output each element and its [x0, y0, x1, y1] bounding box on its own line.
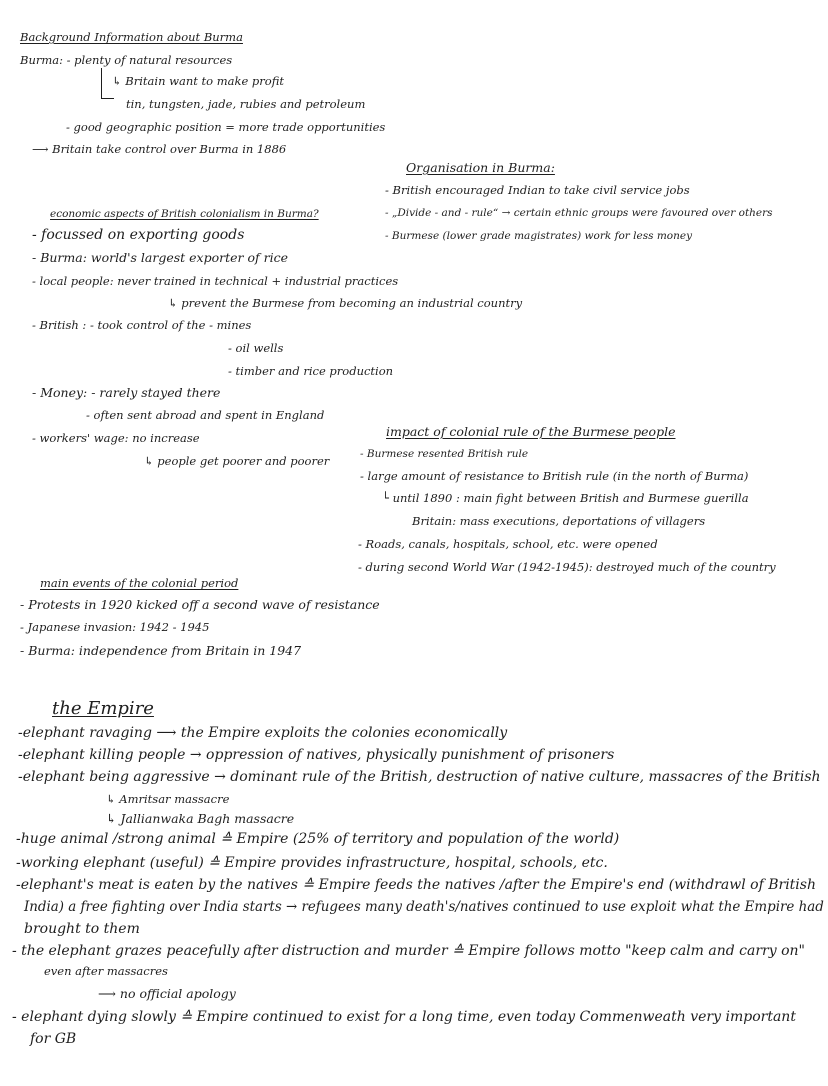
- note-line: - timber and rice production: [228, 364, 394, 378]
- note-line: - local people: never trained in technical + industrial practices: [32, 274, 399, 288]
- note-line: - Burmese (lower grade magistrates) work for less money: [385, 230, 693, 242]
- note-line: - Burma: independence from Britain in 1947: [20, 643, 302, 658]
- note-line: - good geographic position = more trade opportunities: [66, 120, 386, 134]
- note-line: - during second World War (1942-1945): destroyed much of the country: [358, 560, 776, 574]
- economic-heading: economic aspects of British colonialism in Burma?: [50, 208, 319, 220]
- note-line: - oil wells: [228, 341, 284, 355]
- note-line: - Protests in 1920 kicked off a second wave of resistance: [20, 597, 380, 612]
- note-line: for GB: [30, 1031, 77, 1047]
- background-heading: Background Information about Burma: [20, 30, 243, 44]
- note-line: ↳ people get poorer and poorer: [144, 454, 330, 468]
- note-line: -elephant killing people → oppression of natives, physically punishment of prisoners: [18, 747, 615, 763]
- empire-heading: the Empire: [52, 698, 154, 719]
- note-line: - Japanese invasion: 1942 - 1945: [20, 620, 210, 634]
- note-line: ↳ prevent the Burmese from becoming an industrial country: [168, 296, 523, 310]
- note-line: - often sent abroad and spent in England: [86, 408, 325, 422]
- note-line: -elephant being aggressive → dominant rule of the British, destruction of native culture, massacres of the British: [18, 769, 821, 785]
- note-line: - British : - took control of the - mines: [32, 318, 252, 332]
- note-line: - British encouraged Indian to take civil service jobs: [385, 183, 690, 197]
- note-line: ↳ Jallianwaka Bagh massacre: [106, 811, 295, 826]
- note-line: -elephant ravaging ⟶ the Empire exploits the colonies economically: [18, 725, 508, 741]
- note-line: India) a free fighting over India starts → refugees many death's/natives continued to use exploit what the Empire had: [24, 899, 824, 915]
- note-line: - Burmese resented British rule: [360, 448, 529, 460]
- organisation-heading: Organisation in Burma:: [406, 160, 555, 175]
- note-line: ⟶ Britain take control over Burma in 1886: [32, 142, 287, 156]
- impact-heading: impact of colonial rule of the Burmese people: [386, 424, 676, 439]
- note-line: ↳ Britain want to make profit: [112, 74, 284, 88]
- note-line: - focussed on exporting goods: [32, 227, 245, 243]
- note-line: Britain: mass executions, deportations of villagers: [412, 514, 706, 528]
- note-line: - workers' wage: no increase: [32, 431, 200, 445]
- note-line: - Money: - rarely stayed there: [32, 385, 221, 400]
- note-line: -working elephant (useful) ≙ Empire provides infrastructure, hospital, schools, etc.: [16, 855, 608, 871]
- note-line: Burma: - plenty of natural resources: [20, 53, 233, 67]
- note-line: - elephant dying slowly ≙ Empire continued to exist for a long time, even today Commenweath very important: [12, 1009, 796, 1025]
- note-line: tin, tungsten, jade, rubies and petroleum: [126, 97, 366, 111]
- note-line: -elephant's meat is eaten by the natives ≙ Empire feeds the natives /after the Empire's end (withdrawl of British: [16, 877, 816, 893]
- note-line: -huge animal /strong animal ≙ Empire (25% of territory and population of the world): [16, 831, 620, 847]
- note-line: - the elephant grazes peacefully after distruction and murder ≙ Empire follows motto "keep calm and carry on": [12, 943, 805, 959]
- note-line: - „Divide - and - rule“ → certain ethnic groups were favoured over others: [385, 207, 773, 219]
- note-line: ⟶ no official apology: [98, 986, 236, 1001]
- note-line: └ until 1890 : main fight between British and Burmese guerilla: [382, 491, 749, 505]
- note-line: ↳ Amritsar massacre: [106, 792, 230, 806]
- note-line: even after massacres: [44, 964, 168, 978]
- note-line: - Roads, canals, hospitals, school, etc. were opened: [358, 537, 658, 551]
- note-line: - large amount of resistance to British rule (in the north of Burma): [360, 469, 749, 483]
- main-events-heading: main events of the colonial period: [40, 576, 239, 590]
- note-line: - Burma: world's largest exporter of rice: [32, 250, 288, 265]
- note-line: brought to them: [24, 921, 140, 937]
